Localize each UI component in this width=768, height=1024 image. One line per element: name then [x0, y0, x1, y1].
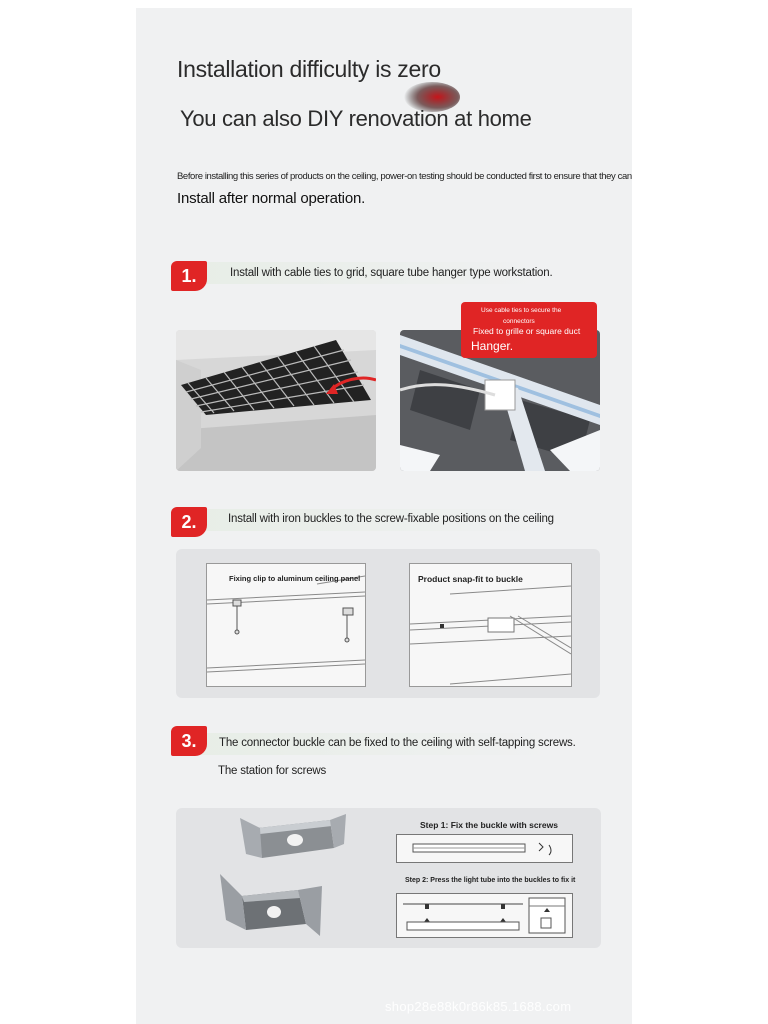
- shop-watermark: shop28e88k0r86k85.1688.com: [385, 999, 572, 1014]
- callout-line-1: Use cable ties to secure the: [481, 307, 562, 314]
- fixing-clip-label: Fixing clip to aluminum ceiling panel: [229, 574, 361, 583]
- step-3-text: The connector buckle can be fixed to the ceiling with self-tapping screws.: [219, 737, 576, 749]
- snap-fit-label: Product snap-fit to buckle: [418, 574, 523, 584]
- intro-text-2: Install after normal operation.: [177, 190, 366, 207]
- ceiling-grid-photo: [176, 330, 376, 471]
- step-1-badge: 1.: [171, 261, 207, 291]
- callout-line-3: Fixed to grille or square duct: [473, 326, 581, 336]
- step-3-text-2: The station for screws: [218, 765, 327, 777]
- page-subtitle: You can also DIY renovation at home: [180, 106, 532, 131]
- hanger-callout: [461, 302, 597, 358]
- fixing-clip-diagram: [206, 563, 366, 687]
- step-2-text: Install with iron buckles to the screw-fixable positions on the ceiling: [228, 513, 554, 525]
- buckle-photo-1: [238, 814, 348, 870]
- snap-fit-diagram: [409, 563, 572, 687]
- callout-line-2: connectors: [503, 318, 535, 325]
- step-1-text: Install with cable ties to grid, square tube hanger type workstation.: [230, 267, 553, 279]
- step-1-label: Step 1: Fix the buckle with screws: [420, 820, 558, 830]
- step-1-diagram: [396, 834, 573, 863]
- step-2-badge: 2.: [171, 507, 207, 537]
- callout-line-4: Hanger.: [471, 339, 514, 353]
- step-2-diagram: [396, 893, 573, 938]
- page-title: Installation difficulty is zero: [177, 56, 441, 82]
- step-2-label: Step 2: Press the light tube into the buckles to fix it: [405, 877, 576, 884]
- intro-text: Before installing this series of products on the ceiling, power-on testing should be conducted first to ensure that they can: [177, 171, 632, 182]
- step-3-badge: 3.: [171, 726, 207, 756]
- buckle-photo-2: [216, 872, 326, 942]
